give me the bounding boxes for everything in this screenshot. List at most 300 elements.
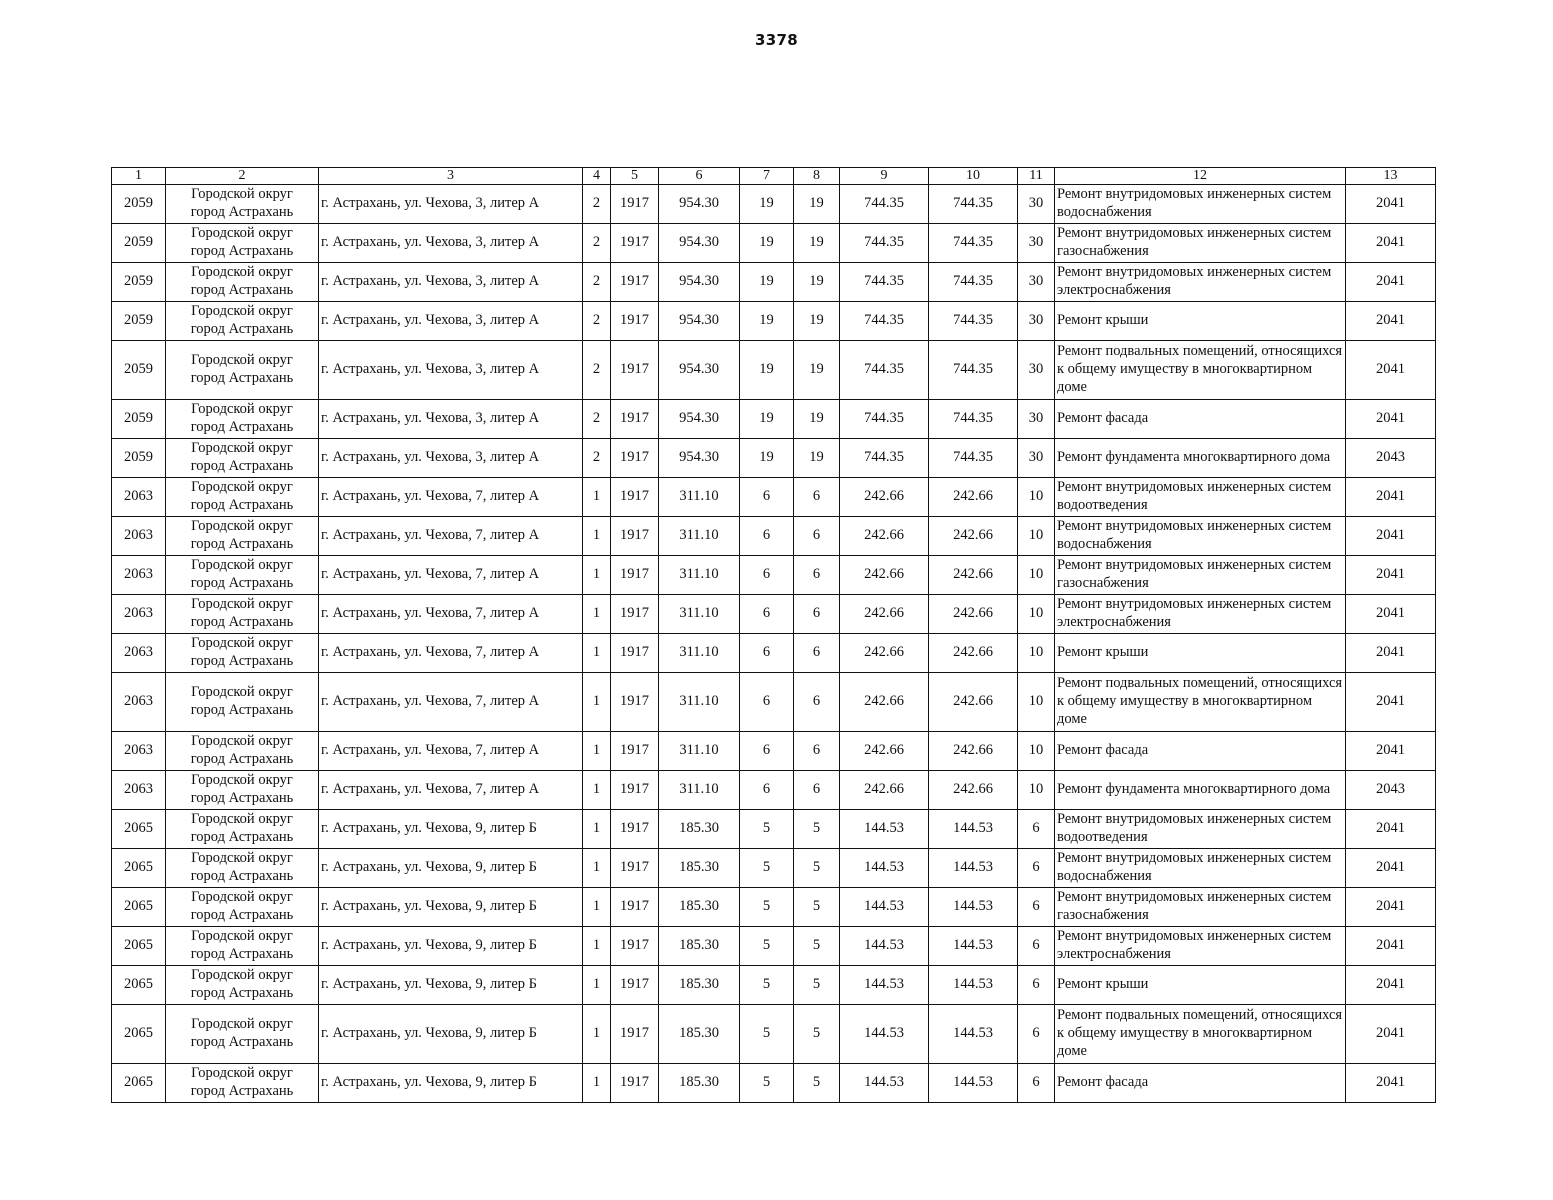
column-header: 6: [659, 168, 740, 185]
area-a-cell: 744.35: [840, 224, 929, 263]
floors-cell: 1: [583, 888, 611, 927]
work-type-cell: Ремонт внутридомовых инженерных систем водоотведения: [1055, 478, 1346, 517]
record-number-cell: 2063: [112, 517, 166, 556]
address-cell: г. Астрахань, ул. Чехова, 3, литер А: [319, 302, 583, 341]
table-row: [112, 595, 1436, 634]
year-built-cell: 1917: [611, 771, 659, 810]
count-a-cell: 5: [740, 1005, 794, 1064]
year-built-cell: 1917: [611, 595, 659, 634]
area-b-cell: 242.66: [929, 595, 1018, 634]
count-a-cell: 6: [740, 595, 794, 634]
count-b-cell: 5: [794, 849, 840, 888]
planned-year-cell: 2041: [1346, 732, 1436, 771]
area-a-cell: 744.35: [840, 439, 929, 478]
table-row: [112, 849, 1436, 888]
planned-year-cell: 2041: [1346, 341, 1436, 400]
total-area-cell: 185.30: [659, 1064, 740, 1103]
area-b-cell: 242.66: [929, 771, 1018, 810]
area-b-cell: 242.66: [929, 556, 1018, 595]
planned-year-cell: 2041: [1346, 634, 1436, 673]
address-cell: г. Астрахань, ул. Чехова, 3, литер А: [319, 400, 583, 439]
total-area-cell: 954.30: [659, 302, 740, 341]
residents-cell: 6: [1018, 810, 1055, 849]
address-cell: г. Астрахань, ул. Чехова, 9, литер Б: [319, 1005, 583, 1064]
work-type-cell: Ремонт внутридомовых инженерных систем газоснабжения: [1055, 224, 1346, 263]
year-built-cell: 1917: [611, 927, 659, 966]
year-built-cell: 1917: [611, 1005, 659, 1064]
municipality-cell: [166, 849, 319, 888]
planned-year-cell: 2041: [1346, 478, 1436, 517]
residents-cell: 30: [1018, 224, 1055, 263]
count-b-cell: 5: [794, 927, 840, 966]
floors-cell: 2: [583, 302, 611, 341]
municipality-line: Городской округ: [191, 850, 293, 867]
municipality-cell: [166, 400, 319, 439]
residents-cell: 10: [1018, 517, 1055, 556]
address-cell: г. Астрахань, ул. Чехова, 9, литер Б: [319, 1064, 583, 1103]
count-a-cell: 6: [740, 673, 794, 732]
planned-year-cell: 2041: [1346, 400, 1436, 439]
planned-year-cell: 2041: [1346, 595, 1436, 634]
municipality-cell: [166, 224, 319, 263]
count-a-cell: 5: [740, 888, 794, 927]
work-type-cell: Ремонт фундамента многоквартирного дома: [1055, 771, 1346, 810]
residents-cell: 6: [1018, 966, 1055, 1005]
municipality-cell: [166, 927, 319, 966]
year-built-cell: 1917: [611, 634, 659, 673]
work-type-cell: Ремонт внутридомовых инженерных систем электроснабжения: [1055, 263, 1346, 302]
total-area-cell: 185.30: [659, 927, 740, 966]
column-number-row: [112, 168, 1436, 185]
address-cell: г. Астрахань, ул. Чехова, 7, литер А: [319, 556, 583, 595]
area-a-cell: 242.66: [840, 732, 929, 771]
table-row: [112, 1005, 1436, 1064]
count-b-cell: 6: [794, 517, 840, 556]
count-a-cell: 6: [740, 517, 794, 556]
record-number-cell: 2059: [112, 185, 166, 224]
floors-cell: 1: [583, 966, 611, 1005]
residents-cell: 10: [1018, 673, 1055, 732]
municipality-line: Городской округ: [191, 684, 293, 701]
area-b-cell: 744.35: [929, 263, 1018, 302]
total-area-cell: 185.30: [659, 810, 740, 849]
floors-cell: 1: [583, 732, 611, 771]
record-number-cell: 2065: [112, 966, 166, 1005]
record-number-cell: 2063: [112, 634, 166, 673]
count-b-cell: 5: [794, 1005, 840, 1064]
municipality-line: город Астрахань: [190, 790, 294, 806]
count-b-cell: 19: [794, 439, 840, 478]
address-cell: г. Астрахань, ул. Чехова, 7, литер А: [319, 517, 583, 556]
municipality-line: город Астрахань: [190, 321, 294, 337]
count-a-cell: 6: [740, 634, 794, 673]
municipality-cell: [166, 595, 319, 634]
floors-cell: 2: [583, 224, 611, 263]
municipality-line: Городской округ: [191, 772, 293, 789]
year-built-cell: 1917: [611, 888, 659, 927]
municipality-line: город Астрахань: [190, 1083, 294, 1099]
table-row: [112, 927, 1436, 966]
work-type-cell: Ремонт фасада: [1055, 732, 1346, 771]
column-header: 9: [840, 168, 929, 185]
record-number-cell: 2063: [112, 732, 166, 771]
area-b-cell: 144.53: [929, 888, 1018, 927]
area-b-cell: 744.35: [929, 439, 1018, 478]
municipality-line: Городской округ: [191, 557, 293, 574]
residents-cell: 30: [1018, 185, 1055, 224]
table-row: [112, 263, 1436, 302]
planned-year-cell: 2041: [1346, 556, 1436, 595]
municipality-line: город Астрахань: [190, 946, 294, 962]
floors-cell: 1: [583, 478, 611, 517]
column-header: 12: [1055, 168, 1346, 185]
residents-cell: 10: [1018, 634, 1055, 673]
page-number: 3378: [755, 31, 798, 49]
area-a-cell: 144.53: [840, 966, 929, 1005]
count-b-cell: 6: [794, 595, 840, 634]
count-a-cell: 19: [740, 439, 794, 478]
year-built-cell: 1917: [611, 478, 659, 517]
area-a-cell: 744.35: [840, 302, 929, 341]
count-b-cell: 5: [794, 1064, 840, 1103]
municipality-line: Городской округ: [191, 1016, 293, 1033]
area-b-cell: 144.53: [929, 966, 1018, 1005]
count-b-cell: 5: [794, 966, 840, 1005]
area-b-cell: 242.66: [929, 478, 1018, 517]
area-b-cell: 242.66: [929, 732, 1018, 771]
work-type-cell: Ремонт фасада: [1055, 1064, 1346, 1103]
municipality-cell: [166, 341, 319, 400]
year-built-cell: 1917: [611, 732, 659, 771]
residents-cell: 30: [1018, 400, 1055, 439]
planned-year-cell: 2041: [1346, 517, 1436, 556]
municipality-line: город Астрахань: [190, 702, 294, 718]
area-a-cell: 144.53: [840, 810, 929, 849]
residents-cell: 10: [1018, 595, 1055, 634]
address-cell: г. Астрахань, ул. Чехова, 9, литер Б: [319, 927, 583, 966]
municipality-line: город Астрахань: [190, 497, 294, 513]
capital-repair-table: [111, 167, 1436, 1103]
table-row: [112, 673, 1436, 732]
municipality-cell: [166, 966, 319, 1005]
municipality-cell: [166, 478, 319, 517]
count-a-cell: 19: [740, 224, 794, 263]
municipality-cell: [166, 673, 319, 732]
area-a-cell: 744.35: [840, 185, 929, 224]
work-type-cell: Ремонт фасада: [1055, 400, 1346, 439]
year-built-cell: 1917: [611, 673, 659, 732]
municipality-line: город Астрахань: [190, 653, 294, 669]
municipality-cell: [166, 888, 319, 927]
area-a-cell: 242.66: [840, 673, 929, 732]
record-number-cell: 2063: [112, 556, 166, 595]
municipality-line: город Астрахань: [190, 614, 294, 630]
total-area-cell: 954.30: [659, 185, 740, 224]
area-a-cell: 242.66: [840, 478, 929, 517]
municipality-line: Городской округ: [191, 225, 293, 242]
municipality-cell: [166, 771, 319, 810]
count-a-cell: 19: [740, 302, 794, 341]
residents-cell: 10: [1018, 771, 1055, 810]
count-b-cell: 6: [794, 673, 840, 732]
floors-cell: 1: [583, 673, 611, 732]
year-built-cell: 1917: [611, 517, 659, 556]
table-row: [112, 556, 1436, 595]
total-area-cell: 185.30: [659, 888, 740, 927]
residents-cell: 30: [1018, 341, 1055, 400]
municipality-line: Городской округ: [191, 440, 293, 457]
column-header: 11: [1018, 168, 1055, 185]
count-a-cell: 19: [740, 400, 794, 439]
planned-year-cell: 2041: [1346, 1064, 1436, 1103]
record-number-cell: 2063: [112, 478, 166, 517]
table-row: [112, 185, 1436, 224]
municipality-line: город Астрахань: [190, 419, 294, 435]
area-a-cell: 744.35: [840, 400, 929, 439]
year-built-cell: 1917: [611, 439, 659, 478]
column-header: 5: [611, 168, 659, 185]
table-row: [112, 224, 1436, 263]
area-a-cell: 144.53: [840, 1005, 929, 1064]
column-header: 3: [319, 168, 583, 185]
table-row: [112, 810, 1436, 849]
address-cell: г. Астрахань, ул. Чехова, 3, литер А: [319, 341, 583, 400]
year-built-cell: 1917: [611, 302, 659, 341]
count-b-cell: 19: [794, 224, 840, 263]
floors-cell: 1: [583, 517, 611, 556]
area-b-cell: 744.35: [929, 185, 1018, 224]
total-area-cell: 311.10: [659, 478, 740, 517]
floors-cell: 1: [583, 810, 611, 849]
residents-cell: 30: [1018, 302, 1055, 341]
column-header: 4: [583, 168, 611, 185]
residents-cell: 6: [1018, 849, 1055, 888]
floors-cell: 1: [583, 595, 611, 634]
work-type-cell: Ремонт крыши: [1055, 966, 1346, 1005]
address-cell: г. Астрахань, ул. Чехова, 3, литер А: [319, 185, 583, 224]
municipality-cell: [166, 732, 319, 771]
planned-year-cell: 2041: [1346, 966, 1436, 1005]
planned-year-cell: 2041: [1346, 1005, 1436, 1064]
count-a-cell: 5: [740, 927, 794, 966]
floors-cell: 1: [583, 849, 611, 888]
area-a-cell: 744.35: [840, 263, 929, 302]
municipality-line: город Астрахань: [190, 829, 294, 845]
area-a-cell: 242.66: [840, 517, 929, 556]
planned-year-cell: 2041: [1346, 302, 1436, 341]
municipality-cell: [166, 1064, 319, 1103]
municipality-line: Городской округ: [191, 889, 293, 906]
area-a-cell: 144.53: [840, 849, 929, 888]
count-a-cell: 5: [740, 810, 794, 849]
address-cell: г. Астрахань, ул. Чехова, 9, литер Б: [319, 966, 583, 1005]
count-b-cell: 19: [794, 341, 840, 400]
record-number-cell: 2063: [112, 771, 166, 810]
record-number-cell: 2059: [112, 439, 166, 478]
municipality-line: Городской округ: [191, 303, 293, 320]
table-row: [112, 1064, 1436, 1103]
municipality-line: город Астрахань: [190, 536, 294, 552]
count-b-cell: 6: [794, 771, 840, 810]
total-area-cell: 954.30: [659, 439, 740, 478]
record-number-cell: 2059: [112, 302, 166, 341]
year-built-cell: 1917: [611, 185, 659, 224]
municipality-line: Городской округ: [191, 352, 293, 369]
residents-cell: 10: [1018, 478, 1055, 517]
municipality-line: город Астрахань: [190, 370, 294, 386]
count-a-cell: 6: [740, 556, 794, 595]
count-a-cell: 19: [740, 341, 794, 400]
area-b-cell: 144.53: [929, 849, 1018, 888]
table-body: [112, 185, 1436, 1103]
count-a-cell: 5: [740, 849, 794, 888]
floors-cell: 2: [583, 263, 611, 302]
work-type-cell: Ремонт внутридомовых инженерных систем электроснабжения: [1055, 595, 1346, 634]
planned-year-cell: 2041: [1346, 927, 1436, 966]
count-b-cell: 6: [794, 634, 840, 673]
planned-year-cell: 2041: [1346, 888, 1436, 927]
record-number-cell: 2059: [112, 341, 166, 400]
municipality-line: Городской округ: [191, 479, 293, 496]
address-cell: г. Астрахань, ул. Чехова, 7, литер А: [319, 771, 583, 810]
municipality-line: Городской округ: [191, 264, 293, 281]
floors-cell: 2: [583, 185, 611, 224]
table-row: [112, 517, 1436, 556]
count-a-cell: 6: [740, 478, 794, 517]
total-area-cell: 311.10: [659, 517, 740, 556]
residents-cell: 6: [1018, 1005, 1055, 1064]
work-type-cell: Ремонт подвальных помещений, относящихся к общему имуществу в многоквартирном доме: [1055, 1005, 1346, 1064]
record-number-cell: 2065: [112, 849, 166, 888]
municipality-line: Городской округ: [191, 635, 293, 652]
total-area-cell: 954.30: [659, 400, 740, 439]
record-number-cell: 2063: [112, 673, 166, 732]
total-area-cell: 311.10: [659, 634, 740, 673]
total-area-cell: 185.30: [659, 1005, 740, 1064]
address-cell: г. Астрахань, ул. Чехова, 9, литер Б: [319, 810, 583, 849]
record-number-cell: 2059: [112, 400, 166, 439]
table-row: [112, 732, 1436, 771]
count-b-cell: 19: [794, 185, 840, 224]
area-a-cell: 242.66: [840, 771, 929, 810]
area-b-cell: 744.35: [929, 400, 1018, 439]
count-b-cell: 6: [794, 478, 840, 517]
address-cell: г. Астрахань, ул. Чехова, 3, литер А: [319, 439, 583, 478]
work-type-cell: Ремонт фундамента многоквартирного дома: [1055, 439, 1346, 478]
municipality-line: Городской округ: [191, 186, 293, 203]
floors-cell: 1: [583, 634, 611, 673]
column-header: 8: [794, 168, 840, 185]
total-area-cell: 954.30: [659, 224, 740, 263]
year-built-cell: 1917: [611, 400, 659, 439]
municipality-line: Городской округ: [191, 401, 293, 418]
floors-cell: 1: [583, 771, 611, 810]
count-a-cell: 6: [740, 771, 794, 810]
municipality-line: город Астрахань: [190, 575, 294, 591]
year-built-cell: 1917: [611, 849, 659, 888]
municipality-line: город Астрахань: [190, 1034, 294, 1050]
total-area-cell: 311.10: [659, 673, 740, 732]
area-b-cell: 242.66: [929, 634, 1018, 673]
floors-cell: 1: [583, 556, 611, 595]
residents-cell: 30: [1018, 263, 1055, 302]
area-a-cell: 144.53: [840, 1064, 929, 1103]
record-number-cell: 2065: [112, 1005, 166, 1064]
count-a-cell: 19: [740, 185, 794, 224]
municipality-line: Городской округ: [191, 811, 293, 828]
floors-cell: 1: [583, 1064, 611, 1103]
year-built-cell: 1917: [611, 224, 659, 263]
count-b-cell: 6: [794, 556, 840, 595]
address-cell: г. Астрахань, ул. Чехова, 7, литер А: [319, 478, 583, 517]
total-area-cell: 311.10: [659, 556, 740, 595]
residents-cell: 10: [1018, 556, 1055, 595]
address-cell: г. Астрахань, ул. Чехова, 7, литер А: [319, 673, 583, 732]
area-a-cell: 144.53: [840, 927, 929, 966]
column-header: 13: [1346, 168, 1436, 185]
work-type-cell: Ремонт внутридомовых инженерных систем водоснабжения: [1055, 849, 1346, 888]
total-area-cell: 311.10: [659, 771, 740, 810]
municipality-cell: [166, 185, 319, 224]
count-b-cell: 5: [794, 888, 840, 927]
municipality-line: город Астрахань: [190, 985, 294, 1001]
table-row: [112, 634, 1436, 673]
planned-year-cell: 2041: [1346, 810, 1436, 849]
work-type-cell: Ремонт внутридомовых инженерных систем водоснабжения: [1055, 185, 1346, 224]
year-built-cell: 1917: [611, 263, 659, 302]
table-row: [112, 478, 1436, 517]
total-area-cell: 954.30: [659, 263, 740, 302]
total-area-cell: 185.30: [659, 966, 740, 1005]
municipality-line: Городской округ: [191, 518, 293, 535]
planned-year-cell: 2041: [1346, 849, 1436, 888]
area-b-cell: 144.53: [929, 1064, 1018, 1103]
table-row: [112, 400, 1436, 439]
table-row: [112, 771, 1436, 810]
work-type-cell: Ремонт крыши: [1055, 634, 1346, 673]
area-b-cell: 242.66: [929, 517, 1018, 556]
residents-cell: 30: [1018, 439, 1055, 478]
municipality-cell: [166, 634, 319, 673]
municipality-line: Городской округ: [191, 967, 293, 984]
table-row: [112, 439, 1436, 478]
area-b-cell: 242.66: [929, 673, 1018, 732]
municipality-line: Городской округ: [191, 596, 293, 613]
column-header: 10: [929, 168, 1018, 185]
planned-year-cell: 2043: [1346, 771, 1436, 810]
area-a-cell: 242.66: [840, 634, 929, 673]
record-number-cell: 2065: [112, 927, 166, 966]
work-type-cell: Ремонт подвальных помещений, относящихся к общему имуществу в многоквартирном доме: [1055, 341, 1346, 400]
work-type-cell: Ремонт крыши: [1055, 302, 1346, 341]
count-a-cell: 19: [740, 263, 794, 302]
address-cell: г. Астрахань, ул. Чехова, 7, литер А: [319, 595, 583, 634]
year-built-cell: 1917: [611, 1064, 659, 1103]
municipality-line: город Астрахань: [190, 751, 294, 767]
area-b-cell: 144.53: [929, 810, 1018, 849]
residents-cell: 6: [1018, 1064, 1055, 1103]
table-row: [112, 888, 1436, 927]
planned-year-cell: 2041: [1346, 673, 1436, 732]
work-type-cell: Ремонт внутридомовых инженерных систем газоснабжения: [1055, 888, 1346, 927]
address-cell: г. Астрахань, ул. Чехова, 9, литер Б: [319, 888, 583, 927]
municipality-cell: [166, 263, 319, 302]
year-built-cell: 1917: [611, 341, 659, 400]
area-b-cell: 744.35: [929, 302, 1018, 341]
area-a-cell: 242.66: [840, 595, 929, 634]
planned-year-cell: 2041: [1346, 224, 1436, 263]
municipality-cell: [166, 556, 319, 595]
